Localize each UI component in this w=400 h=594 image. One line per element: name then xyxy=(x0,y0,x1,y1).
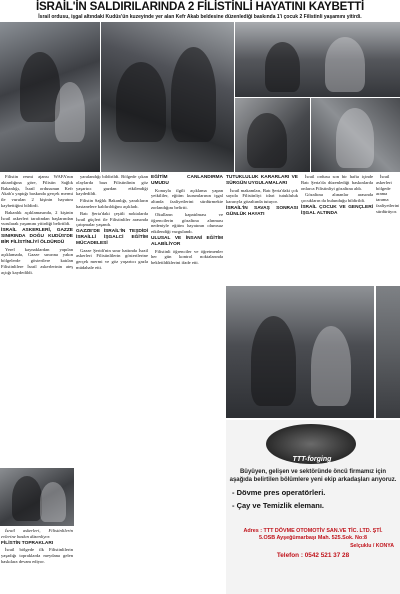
section-heading: EĞİTİM CANLANDIRMA UMUDU xyxy=(151,175,223,186)
paragraph: Batı Şeria'daki çeşitli noktalarda İsrail güçleri ile Filistinliler arasında çatışmalar yaşandı. xyxy=(76,210,148,228)
company-logo-text: TTT-forging xyxy=(292,456,332,463)
ad-address-line-2: 5.OSB Ayşeğümarbaşı Mah. 525.Sok. No:8 xyxy=(258,535,368,541)
paragraph: Konuyla ilgili açıklama yapan yetkililer, eğitim kurumlarının işgal altında faaliyetlerini sürdürmekte zorlandığını belirtti. xyxy=(151,187,223,210)
article-column-3 xyxy=(151,174,223,592)
photo-caption: İsrail askerleri, Filistinlilerin evlerine baskın düzenliyor. xyxy=(1,528,73,539)
paragraph: Filistin resmi ajansı WAFA'nın aktardığına göre, Filistin Sağlık Bakanlığı, İsrail ordusunun Kefr Akab'a yaptığı baskında gerçek mermi ile vurulan 2 kişinin hayatını kaybettiğini bildirdi. xyxy=(1,174,73,208)
paragraph: Gazze Şeridi'nin sınır hattında İsrail askerleri Filistinlilerin gösterilerine gerçek mermi ve göz yaşartıcı gazla müdahale etti. xyxy=(76,247,148,270)
paragraph: Yerel kaynaklardan yapılan açıklamada, Gazze sınırına yakın bölgelerde gösterilere katılan Filistinlilere İsrail askerlerinin ateş açtığı kaydedildi. xyxy=(1,246,73,275)
article-column-5 xyxy=(301,174,373,284)
article-column-1 xyxy=(1,174,73,466)
article-column-6 xyxy=(376,174,399,284)
paragraph: İsrail makamları, Batı Şeria'daki çok sayıda Filistinliyi idari tutukluluk kararıyla gözaltında tutuyor. xyxy=(226,187,298,205)
news-photo-bottom-left xyxy=(0,468,74,526)
ad-phone: Telefon : 0542 521 37 28 xyxy=(276,552,350,559)
ad-position-2: - Çay ve Temizlik elemanı. xyxy=(232,501,324,510)
section-heading: İSRAİL ÇOCUK VE GENÇLERİ İŞGAL ALTINDA xyxy=(301,204,373,216)
section-heading: İSRAİL'İN SAVAŞ SONRASI GÜNLÜK HAYATI xyxy=(226,205,298,217)
ad-position-1: - Dövme pres operatörleri. xyxy=(232,488,326,497)
ad-city: Selçuklu / KONYA xyxy=(350,543,394,549)
article-column-1-bottom xyxy=(1,528,73,592)
section-heading: FİLİSTİN TOPRAKLARI xyxy=(1,540,54,546)
paragraph: Gözaltına alınanlar arasında çocukların da bulunduğu bildirildi. xyxy=(301,192,373,204)
paragraph: İsrail bölgede ilk Filistinlilerin yaşadığı topraklarda meydana gelen baskılara devam ediyor. xyxy=(1,547,73,564)
section-heading: TUTUKLULUK KARARLARI VE SÜRGÜN UYGULAMALARI xyxy=(226,175,298,186)
paragraph: Bakanlık açıklamasında, 2 kişinin İsrail askerleri tarafından başlarından vurularak yaşamını yitirdiği belirtildi. xyxy=(1,209,73,227)
job-advertisement xyxy=(226,420,400,594)
paragraph: Filistinli öğrenciler ve öğretmenler her gün kontrol noktalarında bekletildiklerini ifade etti. xyxy=(151,248,223,266)
news-photo-mid-right-2 xyxy=(311,98,400,172)
ad-address: Adres : TTT DÖVME OTOMOTİV SAN.VE TİC. LTD. ŞTİ. xyxy=(243,528,383,534)
paragraph: İsrail askerleri bölgede arama tarama faaliyetlerini sürdürüyor. xyxy=(376,174,399,214)
page-subheadline: İsrail ordusu, işgal altındaki Kudüs'ün kuzeyinde yer alan Kefr Akab beldesine düzenlediği baskında 1'i çocuk 2 Filistinli yaşamını yitirdi. xyxy=(38,14,362,20)
section-heading: GAZZE'DE İSRAİL'İN TEŞDİDİ İSRAİLLİ İŞGALCİ EĞİTİM MÜCADELESİ xyxy=(76,229,148,246)
news-photo-center xyxy=(101,22,234,172)
article-column-2 xyxy=(76,174,148,592)
paragraph: Okulların kapatılması ve öğrencilerin gözaltına alınması nedeniyle eğitim hayatının olumsuz etkilendiği vurgulandı. xyxy=(151,211,223,235)
paragraph: Filistin Sağlık Bakanlığı, yaralıların hastanelere kaldırıldığını açıkladı. xyxy=(76,198,148,209)
paragraph: yaralandığı bildirildi. Bölgede çıkan olaylarda bazı Filistinlinin göz yaşartıcı gazdan etkilendiği kaydedildi. xyxy=(76,174,148,197)
page-headline: İSRAİL'İN SALDIRILARINDA 2 FİLİSTİNLİ HAYATINI KAYBETTİ xyxy=(36,0,364,13)
news-photo-left xyxy=(0,22,100,172)
news-photo-lower-right xyxy=(226,286,374,418)
news-photo-top-right xyxy=(235,22,400,97)
paragraph: İsrail ordusu son bir hafta içinde Batı Şeria'da düzenlediği baskınlarda onlarca Filistinliyi gözaltına aldı. xyxy=(301,174,373,191)
ad-intro-line-2: aşağıda belirtilen bölümlere yeni ekip arkadaşları arıyoruz. xyxy=(229,477,397,483)
news-photo-mid-right-1 xyxy=(235,98,310,172)
article-column-4 xyxy=(226,174,298,284)
section-heading: İSRAİL ASKERLERİ, GAZZE SINIRINDA DOĞU KUDÜS'DE BİR FİLİSTİNLİYİ ÖLDÜRDÜ xyxy=(1,228,73,245)
ad-intro-line-1: Büyüyen, gelişen ve sektöründe öncü firmamız için xyxy=(239,469,387,475)
news-photo-lower-right-edge xyxy=(376,286,400,418)
section-heading: ULUSAL VE İNSANİ EĞİTİM ALABİLİYOR xyxy=(151,235,223,247)
